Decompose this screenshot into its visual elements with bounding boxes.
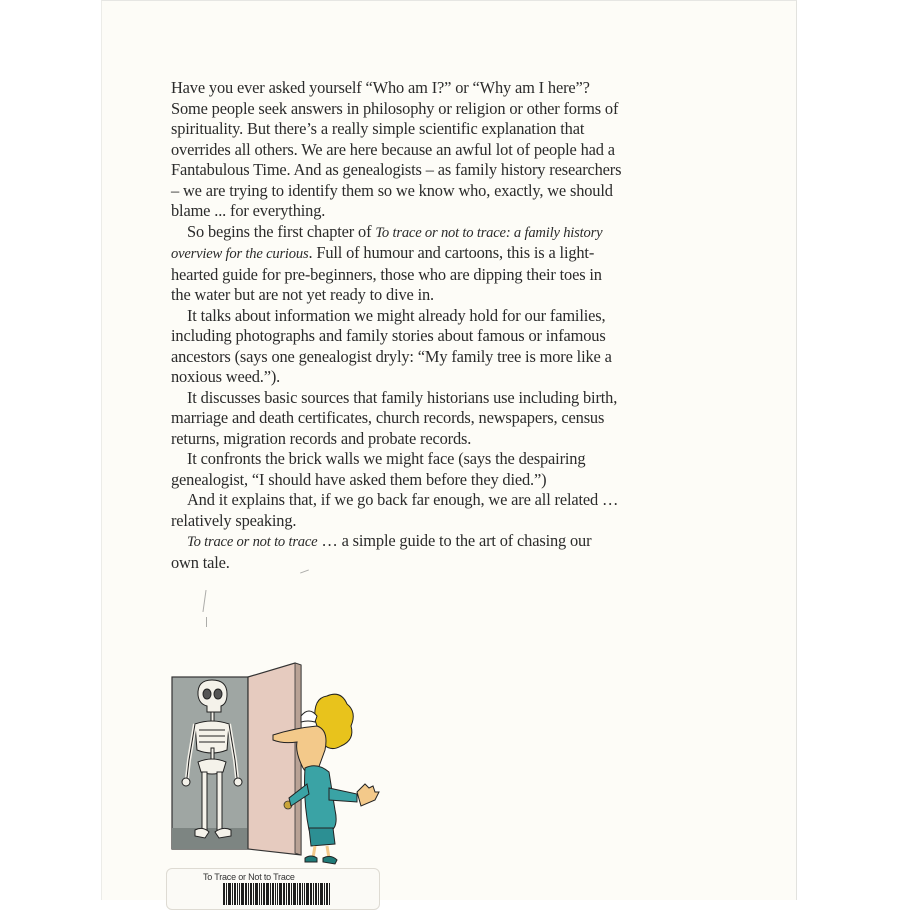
hand [357,784,379,806]
shoes [305,856,337,864]
door-panel [248,663,301,855]
pen-mark [206,617,207,627]
blurb-text [171,78,623,573]
blurb-paragraph-3: It talks about information we might already hold for our families, including photographs and family stories about famous or infamous ancestors (says one genealogist dryly: “My family tree is more like a noxious weed.”). [171,305,612,386]
blurb-paragraph-5: It confronts the brick walls we might face (says the despairing genealogist, “I should have asked them before they died.”) [171,449,586,489]
skirt [309,828,335,846]
blurb-paragraph-7: To trace or not to trace … a simple guide to the art of chasing our own tale. [171,531,592,572]
skeleton-in-closet-cartoon [165,660,385,865]
blurb-paragraph-1: Have you ever asked yourself “Who am I?” or “Why am I here”? Some people seek answers in philosophy or religion or other forms of spirituality. But there’s a really simple scientific explanation that overrides all others. We are here because an awful lot of people had a Fantabulous Time. And as genealogists – as family history researchers – we are trying to identify them so we know who, exactly, we should blame ... for everything. [171,78,622,220]
blurb-paragraph-6: And it explains that, if we go back far enough, we are all related … relatively speaking. [171,490,619,530]
barcode-icon [223,883,339,905]
arm-sweater [329,788,357,802]
blurb-paragraph-4: It discusses basic sources that family historians use including birth, marriage and death certificates, church records, newspapers, census returns, migration records and probate records. [171,387,618,448]
barcode-label-title: To Trace or Not to Trace [203,872,295,882]
blurb-paragraph-2: So begins the first chapter of To trace or not to trace: a family history overview for the curious. Full of humour and cartoons, this is a light-hearted guide for pre-beginners, those who are dipping their toes in the water but are not yet ready to dive in. [171,221,603,304]
closet-floor [172,828,248,849]
book-title-italic: To trace or not to trace: a family history overview for the curious [171,224,603,262]
book-title-italic: To trace or not to trace [187,534,318,550]
barcode-sticker [166,868,380,910]
